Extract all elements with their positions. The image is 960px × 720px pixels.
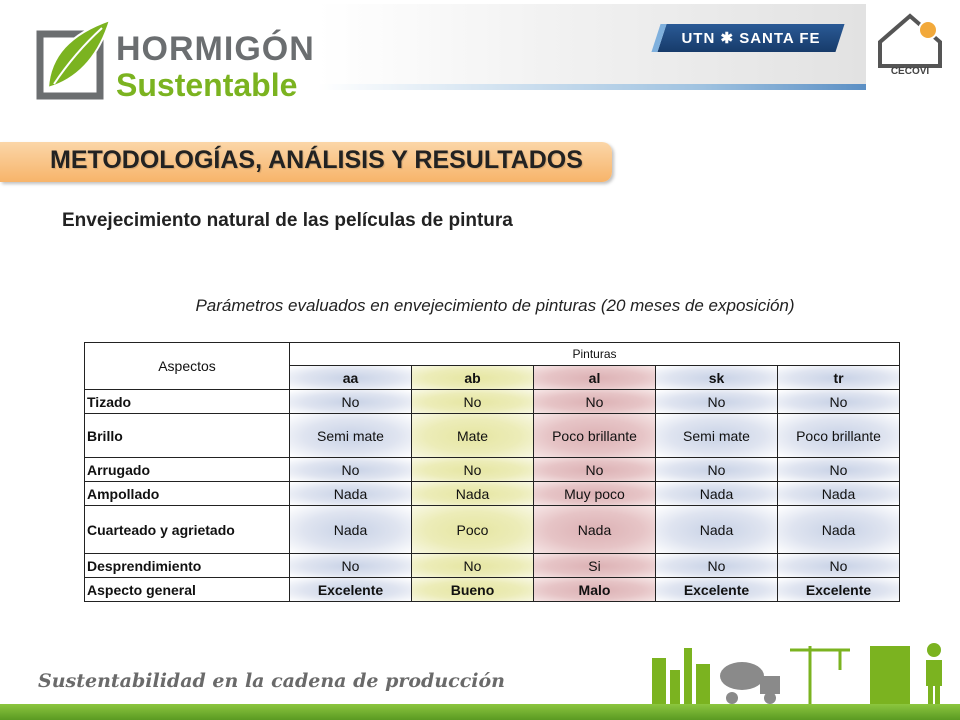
table-cell: Excelente [656,578,778,602]
table-cell: No [778,458,900,482]
table-cell: No [778,390,900,414]
leaf-logo-icon [36,16,112,100]
column-header-tr: tr [778,366,900,390]
column-header-aa: aa [290,366,412,390]
table-cell: No [656,554,778,578]
row-label: Aspecto general [85,578,290,602]
brand-logo [36,10,315,103]
table-caption: Parámetros evaluados en envejecimiento de pinturas (20 meses de exposición) [195,296,795,315]
table-cell: No [534,458,656,482]
table-cell: Si [534,554,656,578]
column-header-al: al [534,366,656,390]
table-row [85,506,900,554]
cecovi-label: CECOVI [890,66,930,77]
table-cell: No [534,390,656,414]
table-cell: No [290,554,412,578]
crane-icon [790,646,850,704]
row-label: Tizado [85,390,290,414]
table-cell: Malo [534,578,656,602]
person-icon [926,643,942,704]
row-label: Cuarteado y agrietado [85,506,290,554]
factory-icon [652,648,710,706]
subtitle: Envejecimiento natural de las películas de pintura [62,210,513,231]
column-header-ab: ab [412,366,534,390]
section-title: METODOLOGÍAS, ANÁLISIS Y RESULTADOS [50,146,583,174]
header-stripe [318,84,866,90]
table-cell: Mate [412,414,534,458]
cement-truck-icon [720,662,780,704]
row-label: Brillo [85,414,290,458]
logo-title: HORMIGÓN [116,30,315,68]
table-cell: No [290,458,412,482]
table-cell: Poco brillante [534,414,656,458]
utn-label: UTN ✱ SANTA FE [681,30,821,47]
table-cell: Nada [656,482,778,506]
table-cell: No [412,390,534,414]
table-cell: Nada [290,506,412,554]
footer-slogan: Sustentabilidad en la cadena de producción [38,670,505,692]
row-label: Arrugado [85,458,290,482]
footer-bar [0,704,960,720]
table-cell: No [290,390,412,414]
table-cell: No [656,458,778,482]
table-cell: No [412,554,534,578]
column-header-sk: sk [656,366,778,390]
building-icon [870,646,910,706]
table-row [85,482,900,506]
table-cell: Excelente [290,578,412,602]
table-cell: Nada [778,506,900,554]
table-cell: Bueno [412,578,534,602]
table-row [85,458,900,482]
table-cell: Poco brillante [778,414,900,458]
table-row [85,578,900,602]
table-cell: Excelente [778,578,900,602]
table-cell: Nada [534,506,656,554]
table-cell: Muy poco [534,482,656,506]
table-cell: No [656,390,778,414]
table-cell: Nada [290,482,412,506]
table-cell: Semi mate [656,414,778,458]
table-cell: No [412,458,534,482]
table-cell: No [778,554,900,578]
table-cell: Poco [412,506,534,554]
logo-subtitle: Sustentable [116,67,298,103]
table-row [85,554,900,578]
aspects-header: Aspectos [85,343,290,390]
paint-aging-table [84,342,900,602]
utn-santa-fe-badge [651,24,844,52]
table-cell: Nada [656,506,778,554]
row-label: Ampollado [85,482,290,506]
table-cell: Semi mate [290,414,412,458]
table-row [85,390,900,414]
table-cell: Nada [778,482,900,506]
table-header-row [85,343,900,366]
footer-icons [650,636,950,706]
row-label: Desprendimiento [85,554,290,578]
table-row [85,414,900,458]
table-cell: Nada [412,482,534,506]
paints-header: Pinturas [290,343,900,366]
